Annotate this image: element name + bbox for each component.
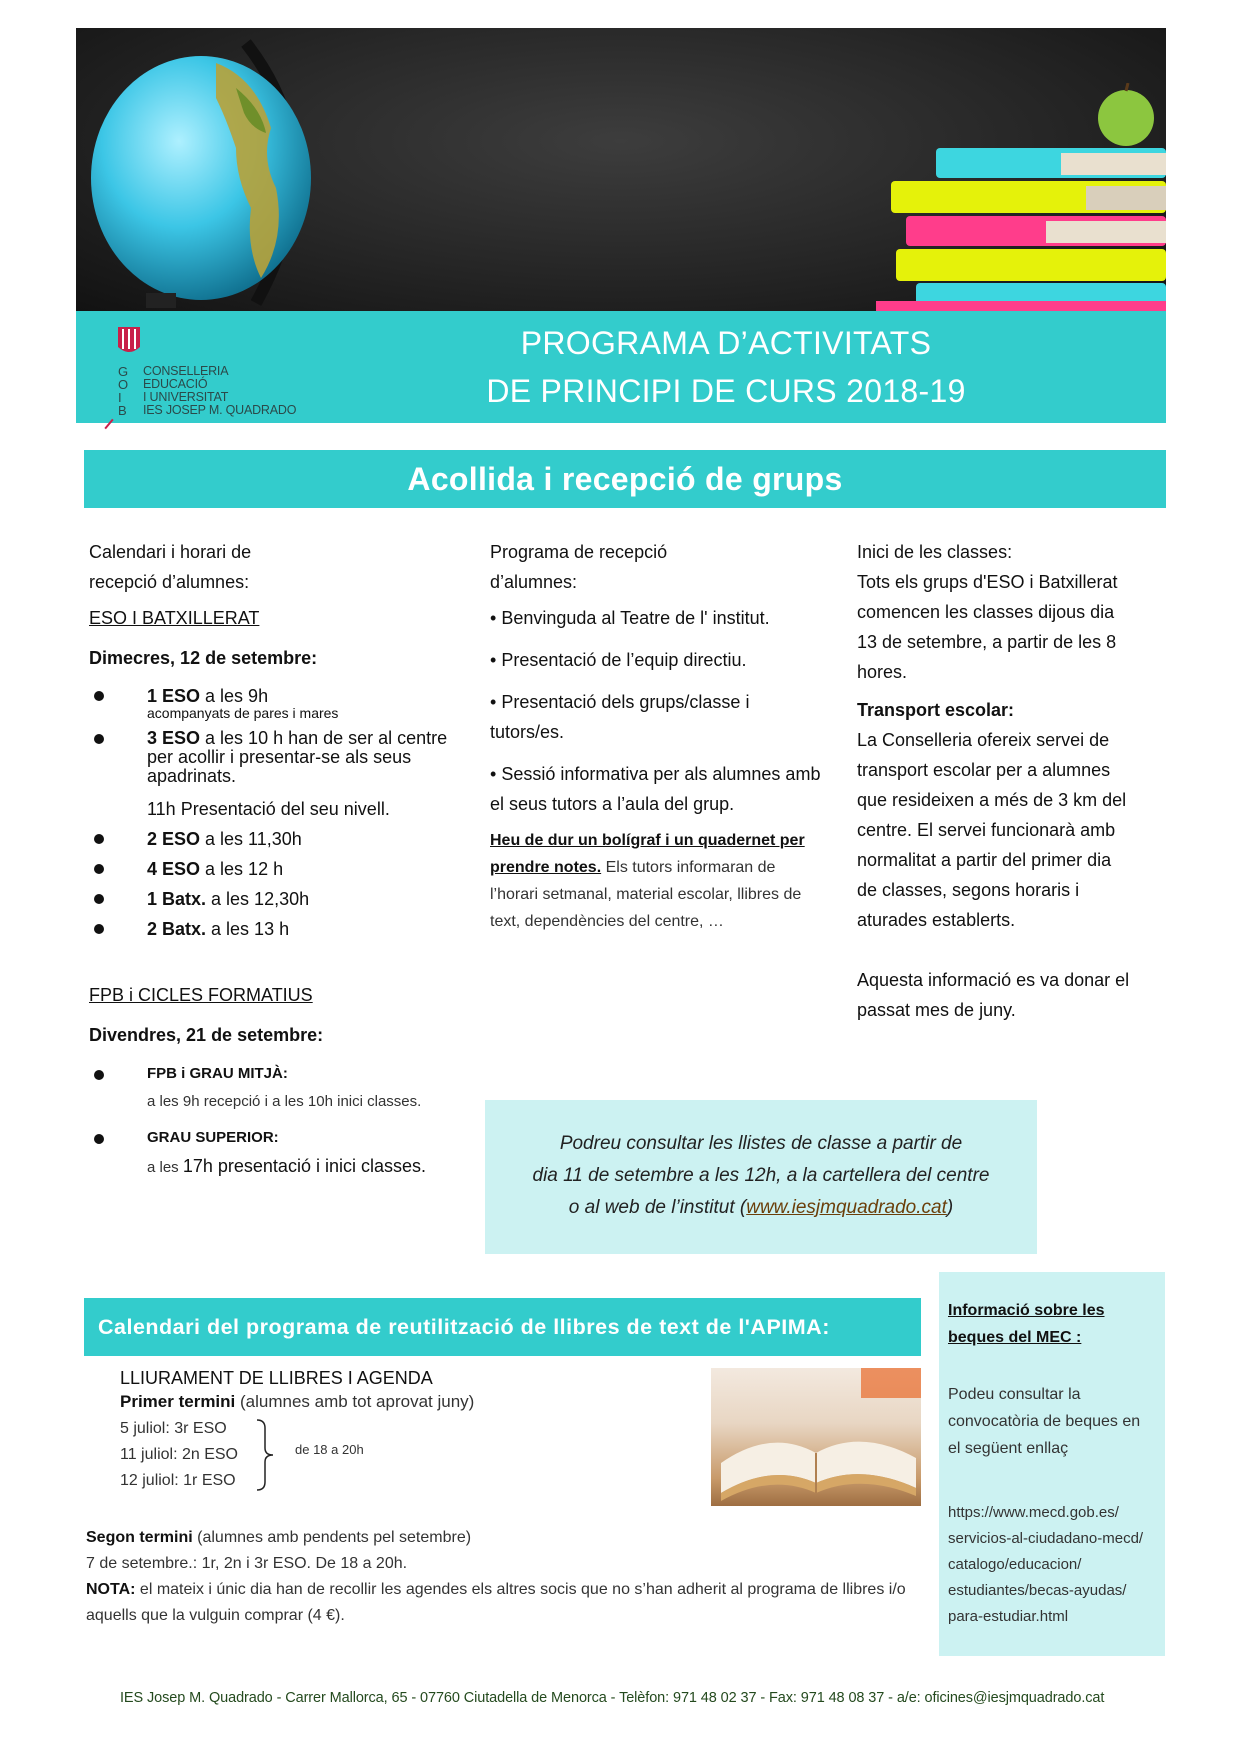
bullet-icon <box>94 691 104 701</box>
heading-line: Programa de recepció <box>490 542 668 562</box>
bullet-icon <box>94 864 104 874</box>
note-text: el mateix i únic dia han de recollir les agendes els altres socis que no s’han adherit al programa de llibres i/o aquells que la vulguin comprar (4 €). <box>86 1581 906 1624</box>
info-text: Aquesta informació es va donar el passat mes de juny. <box>857 970 1130 1020</box>
url-line[interactable]: catalogo/educacion/ <box>948 1556 1082 1573</box>
item-title: GRAU SUPERIOR: <box>147 1129 279 1146</box>
item-text: a les <box>147 1159 183 1176</box>
info-line: ) <box>946 1197 954 1218</box>
segon-date: 7 de setembre.: 1r, 2n i 3r ESO. De 18 a 20h. <box>86 1555 408 1572</box>
eso-title: ESO I BATXILLERAT <box>89 608 260 628</box>
item-text: a les 9h recepció i a les 10h inici classes. <box>147 1093 422 1110</box>
termini-label: Primer termini <box>120 1392 236 1411</box>
heading-line: d’alumnes: <box>490 572 578 592</box>
item-group: 2 ESO <box>147 829 201 849</box>
url-line[interactable]: estudiantes/becas-ayudas/ <box>948 1582 1127 1599</box>
list-item <box>89 824 469 854</box>
segon-termini <box>86 1525 926 1551</box>
logo-letter: I <box>118 390 122 405</box>
page-title <box>376 319 1076 415</box>
heading-line: recepció d’alumnes: <box>89 572 250 592</box>
item-group: 1 ESO <box>147 686 201 706</box>
inici-text: Tots els grups d'ESO i Batxillerat comencen les classes dijous dia 13 de setembre, a partir de les 8 hores. <box>857 572 1118 682</box>
open-book-photo <box>711 1368 921 1506</box>
title-line-2: DE PRINCIPI DE CURS 2018-19 <box>486 373 966 409</box>
info-line: o al web de l’institut ( <box>568 1197 747 1218</box>
header-banner-image <box>76 28 1166 311</box>
item-group: 3 ESO <box>147 728 201 748</box>
item-group: 1 Batx. <box>147 889 207 909</box>
logo-line: IES JOSEP M. QUADRADO <box>143 403 297 417</box>
date-item: 12 juliol: 1r ESO <box>120 1472 236 1489</box>
column-inici <box>857 537 1132 1025</box>
column-programa <box>490 537 825 935</box>
logo-letter: G <box>118 364 129 379</box>
list-item <box>89 1060 469 1116</box>
website-link[interactable]: www.iesjmquadrado.cat <box>746 1197 947 1218</box>
delivery-title: LLIURAMENT DE LLIBRES I AGENDA <box>120 1368 433 1388</box>
termini-text: (alumnes amb tot aprovat juny) <box>235 1392 475 1411</box>
date-list <box>120 1416 680 1494</box>
globe-illustration <box>86 38 336 308</box>
fpb-title: FPB i CICLES FORMATIUS <box>89 985 313 1005</box>
logo-letter: B <box>118 403 127 418</box>
logo-letter: O <box>118 377 129 392</box>
section-header-apima <box>84 1298 921 1356</box>
item-text: a les 12 h <box>200 859 284 879</box>
item-extra: 11h Presentació del seu nivell. <box>147 799 390 819</box>
item-text: Sessió informativa per als alumnes amb el seus tutors a l’aula del grup. <box>490 764 821 814</box>
list-item: • Benvinguda al Teatre de l' institut. <box>490 608 770 628</box>
termini-text: (alumnes amb pendents pel setembre) <box>192 1529 472 1546</box>
url-line[interactable]: https://www.mecd.gob.es/ <box>948 1504 1119 1521</box>
list-item <box>89 681 469 721</box>
bullet-icon <box>94 1070 104 1080</box>
hours-range: de 18 a 20h <box>295 1442 364 1457</box>
bullet-icon <box>94 1134 104 1144</box>
list-item <box>89 854 469 884</box>
bullet-icon <box>94 894 104 904</box>
note-text: Els tutors informaran de l’horari setmanal, material escolar, llibres de text, dependències del centre, … <box>490 859 802 930</box>
coat-of-arms-icon <box>118 327 140 353</box>
column-calendari <box>89 537 469 1182</box>
note <box>86 1577 926 1629</box>
mec-link[interactable] <box>948 1500 1153 1630</box>
second-term <box>86 1525 926 1629</box>
item-text: a les 9h <box>200 686 269 706</box>
item-text: a les 11,30h <box>200 829 302 849</box>
list-item: • Sessió informativa per als alumnes amb el seus tutors a l’aula del grup. <box>490 764 821 814</box>
transport-text: La Conselleria ofereix servei de transport escolar per a alumnes que resideixen a més de 3 km del centre. El servei funcionarà amb normalitat a partir del primer dia de classes, segons horaris i aturades establerts. <box>857 730 1127 930</box>
note-label: NOTA: <box>86 1581 136 1598</box>
list-item <box>89 1124 469 1182</box>
heading-line: Calendari i horari de <box>89 542 252 562</box>
bullet-icon <box>94 734 104 744</box>
termini-label: Segon termini <box>86 1529 193 1546</box>
item-text: a les 12,30h <box>206 889 310 909</box>
list-item <box>89 729 469 786</box>
open-book-illustration <box>711 1368 921 1506</box>
inici-title: Inici de les classes: <box>857 542 1013 562</box>
item-text: a les 10 h han de ser al centre per acollir i presentar-se als seus apadrinats. <box>147 728 448 786</box>
section-header-acollida <box>84 450 1166 508</box>
title-band <box>76 311 1166 423</box>
mec-grants-box <box>939 1272 1165 1656</box>
item-group: 4 ESO <box>147 859 201 879</box>
item-text: Presentació de l’equip directiu. <box>501 650 747 670</box>
url-line[interactable]: para-estudiar.html <box>948 1608 1069 1625</box>
section-title: Acollida i recepció de grups <box>407 461 843 497</box>
list-item <box>89 884 469 914</box>
item-text: 17h presentació i inici classes. <box>182 1156 426 1176</box>
eso-date: Dimecres, 12 de setembre: <box>89 648 318 668</box>
item-text: a les 13 h <box>206 919 290 939</box>
item-title: FPB i GRAU MITJÀ: <box>147 1065 288 1082</box>
logo-line: EDUCACIÓ <box>143 377 208 391</box>
mec-text: Podeu consultar la convocatòria de beques en el següent enllaç <box>948 1386 1141 1457</box>
list-item <box>89 914 469 944</box>
date-item: 5 juliol: 3r ESO <box>120 1420 227 1437</box>
title-line-1: PROGRAMA D’ACTIVITATS <box>520 325 932 361</box>
footer-contact: IES Josep M. Quadrado - Carrer Mallorca, 65 - 07760 Ciutadella de Menorca - Telèfon: 971 48 02 37 - Fax: 971 48 08 37 - a/e: oficines@iesjmquadrado.cat <box>120 1690 1105 1706</box>
transport-title: Transport escolar: <box>857 700 1015 720</box>
section-title: Calendari del programa de reutilització de llibres de text de l'APIMA: <box>98 1315 830 1339</box>
fpb-date: Divendres, 21 de setembre: <box>89 1025 324 1045</box>
note-emphasis: Heu de dur un bolígraf i un quadernet per prendre notes. <box>490 832 805 876</box>
books-and-apple-illustration <box>876 83 1166 311</box>
govern-logo <box>98 319 298 419</box>
date-item: 11 juliol: 2n ESO <box>120 1446 238 1463</box>
class-lists-info-box <box>485 1100 1037 1254</box>
item-group: 2 Batx. <box>147 919 207 939</box>
list-item: • Presentació dels grups/classe i tutors/es. <box>490 692 750 742</box>
mec-title: Informació sobre les beques del MEC : <box>948 1302 1105 1346</box>
delivery-schedule <box>120 1366 680 1494</box>
item-subtext: acompanyats de pares i mares <box>147 705 339 721</box>
item-text: Benvinguda al Teatre de l' institut. <box>501 608 770 628</box>
brace-icon <box>255 1418 277 1492</box>
primer-termini <box>120 1390 680 1414</box>
info-line: Podreu consultar les llistes de classe a partir de <box>559 1133 963 1154</box>
list-item: • Presentació de l’equip directiu. <box>490 650 747 670</box>
logo-line: CONSELLERIA <box>143 364 229 378</box>
logo-line: I UNIVERSITAT <box>143 390 229 404</box>
bullet-icon <box>94 834 104 844</box>
bullet-icon <box>94 924 104 934</box>
item-text: Presentació dels grups/classe i tutors/es. <box>490 692 750 742</box>
col1-heading <box>89 537 469 597</box>
note <box>490 827 825 935</box>
info-line: dia 11 de setembre a les 12h, a la cartellera del centre <box>532 1165 990 1186</box>
url-line[interactable]: servicios-al-ciudadano-mecd/ <box>948 1530 1144 1547</box>
